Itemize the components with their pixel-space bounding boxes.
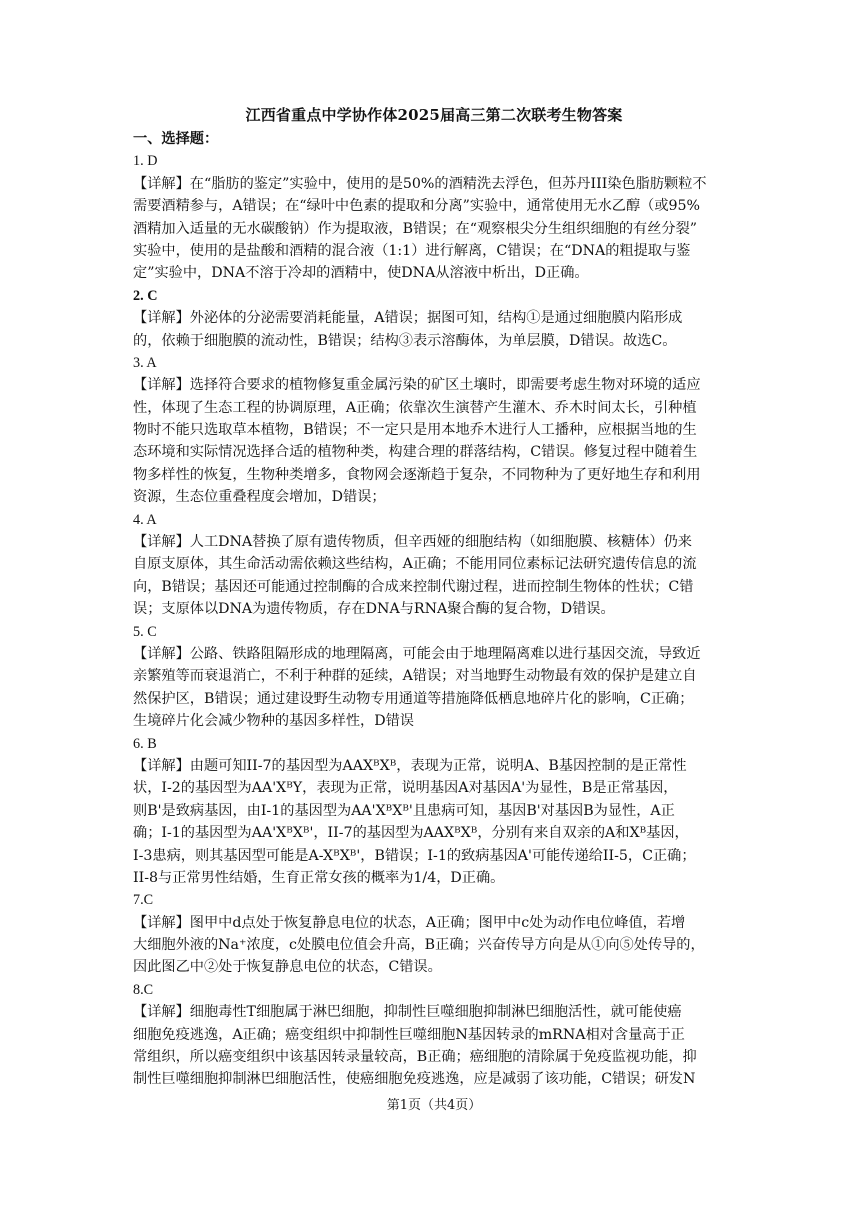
explanation-line: 细胞免疫逃逸，A正确；癌变组织中抑制性巨噬细胞N基因转录的mRNA相对含量高于正 <box>133 1026 685 1043</box>
explanation-line: 生境碎片化会减少物种的基因多样性，D错误 <box>133 713 414 730</box>
explanation-line: 物多样性的恢复，生物种类增多，食物网会逐渐趋于复杂，不同物种为了更好地生存和利用 <box>133 466 701 483</box>
explanation-line: 确；I-1的基因型为AA'XᴮXᴮ'，II-7的基因型为AAXᴮXᴮ，分别有来自双亲的A和Xᴮ基因， <box>133 825 689 842</box>
explanation-line: 实验中，使用的是盐酸和酒精的混合液（1:1）进行解离，C错误；在“DNA的粗提取与鉴 <box>133 242 691 259</box>
question-number: 8.C <box>133 981 154 998</box>
explanation-line: 【详解】公路、铁路阻隔形成的地理隔离，可能会由于地理隔离难以进行基因交流，导致近 <box>133 645 701 662</box>
explanation-line: I-3患病，则其基因型可能是A-XᴮXᴮ'，B错误；I-1的致病基因A'可能传递给II-5，C正确； <box>133 847 696 864</box>
explanation-line: 亲繁殖等而衰退消亡，不利于种群的延续，A错误；对当地野生动物最有效的保护是建立自 <box>133 668 697 685</box>
explanation-line: 态环境和实际情况选择合适的植物种类，构建合理的群落结构，C错误。修复过程中随着生 <box>133 444 698 461</box>
answer-body <box>133 128 741 1091</box>
explanation-line: 【详解】人工DNA替换了原有遗传物质，但辛西娅的细胞结构（如细胞膜、核糖体）仍来 <box>133 534 692 551</box>
explanation-line: 制性巨噬细胞抑制淋巴细胞活性，使癌细胞免疫逃逸，应是减弱了该功能，C错误；研发N <box>133 1071 696 1088</box>
document-title: 江西省重点中学协作体2025届高三第二次联考生物答案 <box>245 106 623 124</box>
explanation-line: 【详解】图甲中d点处于恢复静息电位的状态，A正确；图甲中c处为动作电位峰值，若增 <box>133 914 686 931</box>
explanation-line: 【详解】外泌体的分泌需要消耗能量，A错误；据图可知，结构①是通过细胞膜内陷形成 <box>133 310 683 327</box>
question-number: 1. D <box>133 153 158 170</box>
question-number: 2. C <box>133 287 158 304</box>
explanation-line: 【详解】由题可知II-7的基因型为AAXᴮXᴮ，表现为正常，说明A、B基因控制的是正常性 <box>133 757 687 774</box>
explanation-line: 需要酒精参与，A错误；在“绿叶中色素的提取和分离”实验中，通常使用无水乙醇（或95% <box>133 198 701 215</box>
explanation-line: 常组织，所以癌变组织中该基因转录量较高，B正确；癌细胞的清除属于免疫监视功能，抑 <box>133 1049 697 1066</box>
explanation-line: 物时不能只选取草本植物，B错误；不一定只是用本地乔木进行人工播种，应根据当地的生 <box>133 422 697 439</box>
explanation-line: 性，体现了生态工程的协调原理，A正确；依靠次生演替产生灌木、乔木时间太长，引种植 <box>133 399 697 416</box>
explanation-line: 因此图乙中②处于恢复静息电位的状态，C错误。 <box>133 959 442 976</box>
question-number: 7.C <box>133 892 154 909</box>
explanation-line: 大细胞外液的Na⁺浓度，c处膜电位值会升高，B正确；兴奋传导方向是从①向⑤处传导的， <box>133 937 705 954</box>
page-footer: 第1页（共4页） <box>386 1098 482 1113</box>
explanation-line: 则B'是致病基因，由I-1的基因型为AA'XᴮXᴮ'且患病可知，基因B'对基因B为显性，A正 <box>133 802 675 819</box>
explanation-line: 【详解】在“脂肪的鉴定”实验中，使用的是50%的酒精洗去浮色，但苏丹III染色脂肪颗粒不 <box>133 175 707 192</box>
section-heading: 一、选择题： <box>133 131 219 147</box>
question-number: 4. A <box>133 511 157 528</box>
explanation-line: 然保护区，B错误；通过建设野生动物专用通道等措施降低栖息地碎片化的影响，C正确； <box>133 690 694 707</box>
explanation-line: 误；支原体以DNA为遗传物质，存在DNA与RNA聚合酶的复合物，D错误。 <box>133 601 615 618</box>
explanation-line: 的，依赖于细胞膜的流动性，B错误；结构③表示溶酶体，为单层膜，D错误。故选C。 <box>133 332 677 349</box>
explanation-line: 向，B错误；基因还可能通过控制酶的合成来控制代谢过程，进而控制生物体的性状；C错 <box>133 578 694 595</box>
explanation-line: 定”实验中，DNA不溶于冷却的酒精中，使DNA从溶液中析出，D正确。 <box>133 265 589 282</box>
explanation-line: 自原支原体，其生命活动需依赖这些结构，A正确；不能用同位素标记法研究遗传信息的流 <box>133 556 697 573</box>
question-number: 5. C <box>133 623 157 640</box>
explanation-line: 【详解】选择符合要求的植物修复重金属污染的矿区土壤时，即需要考虑生物对环境的适应 <box>133 377 701 394</box>
explanation-line: 资源，生态位重叠程度会增加，D错误； <box>133 489 386 506</box>
question-number: 6. B <box>133 735 157 752</box>
explanation-line: 【详解】细胞毒性T细胞属于淋巴细胞，抑制性巨噬细胞抑制淋巴细胞活性，就可能使癌 <box>133 1004 682 1021</box>
explanation-line: 状，I-2的基因型为AA'XᴮY，表现为正常，说明基因A对基因A'为显性，B是正常基因， <box>133 780 678 797</box>
explanation-line: II-8与正常男性结婚，生育正常女孩的概率为1/4，D正确。 <box>133 869 505 886</box>
explanation-line: 酒精加入适量的无水碳酸钠）作为提取液，B错误；在“观察根尖分生组织细胞的有丝分裂” <box>133 220 698 237</box>
question-number: 3. A <box>133 354 157 371</box>
